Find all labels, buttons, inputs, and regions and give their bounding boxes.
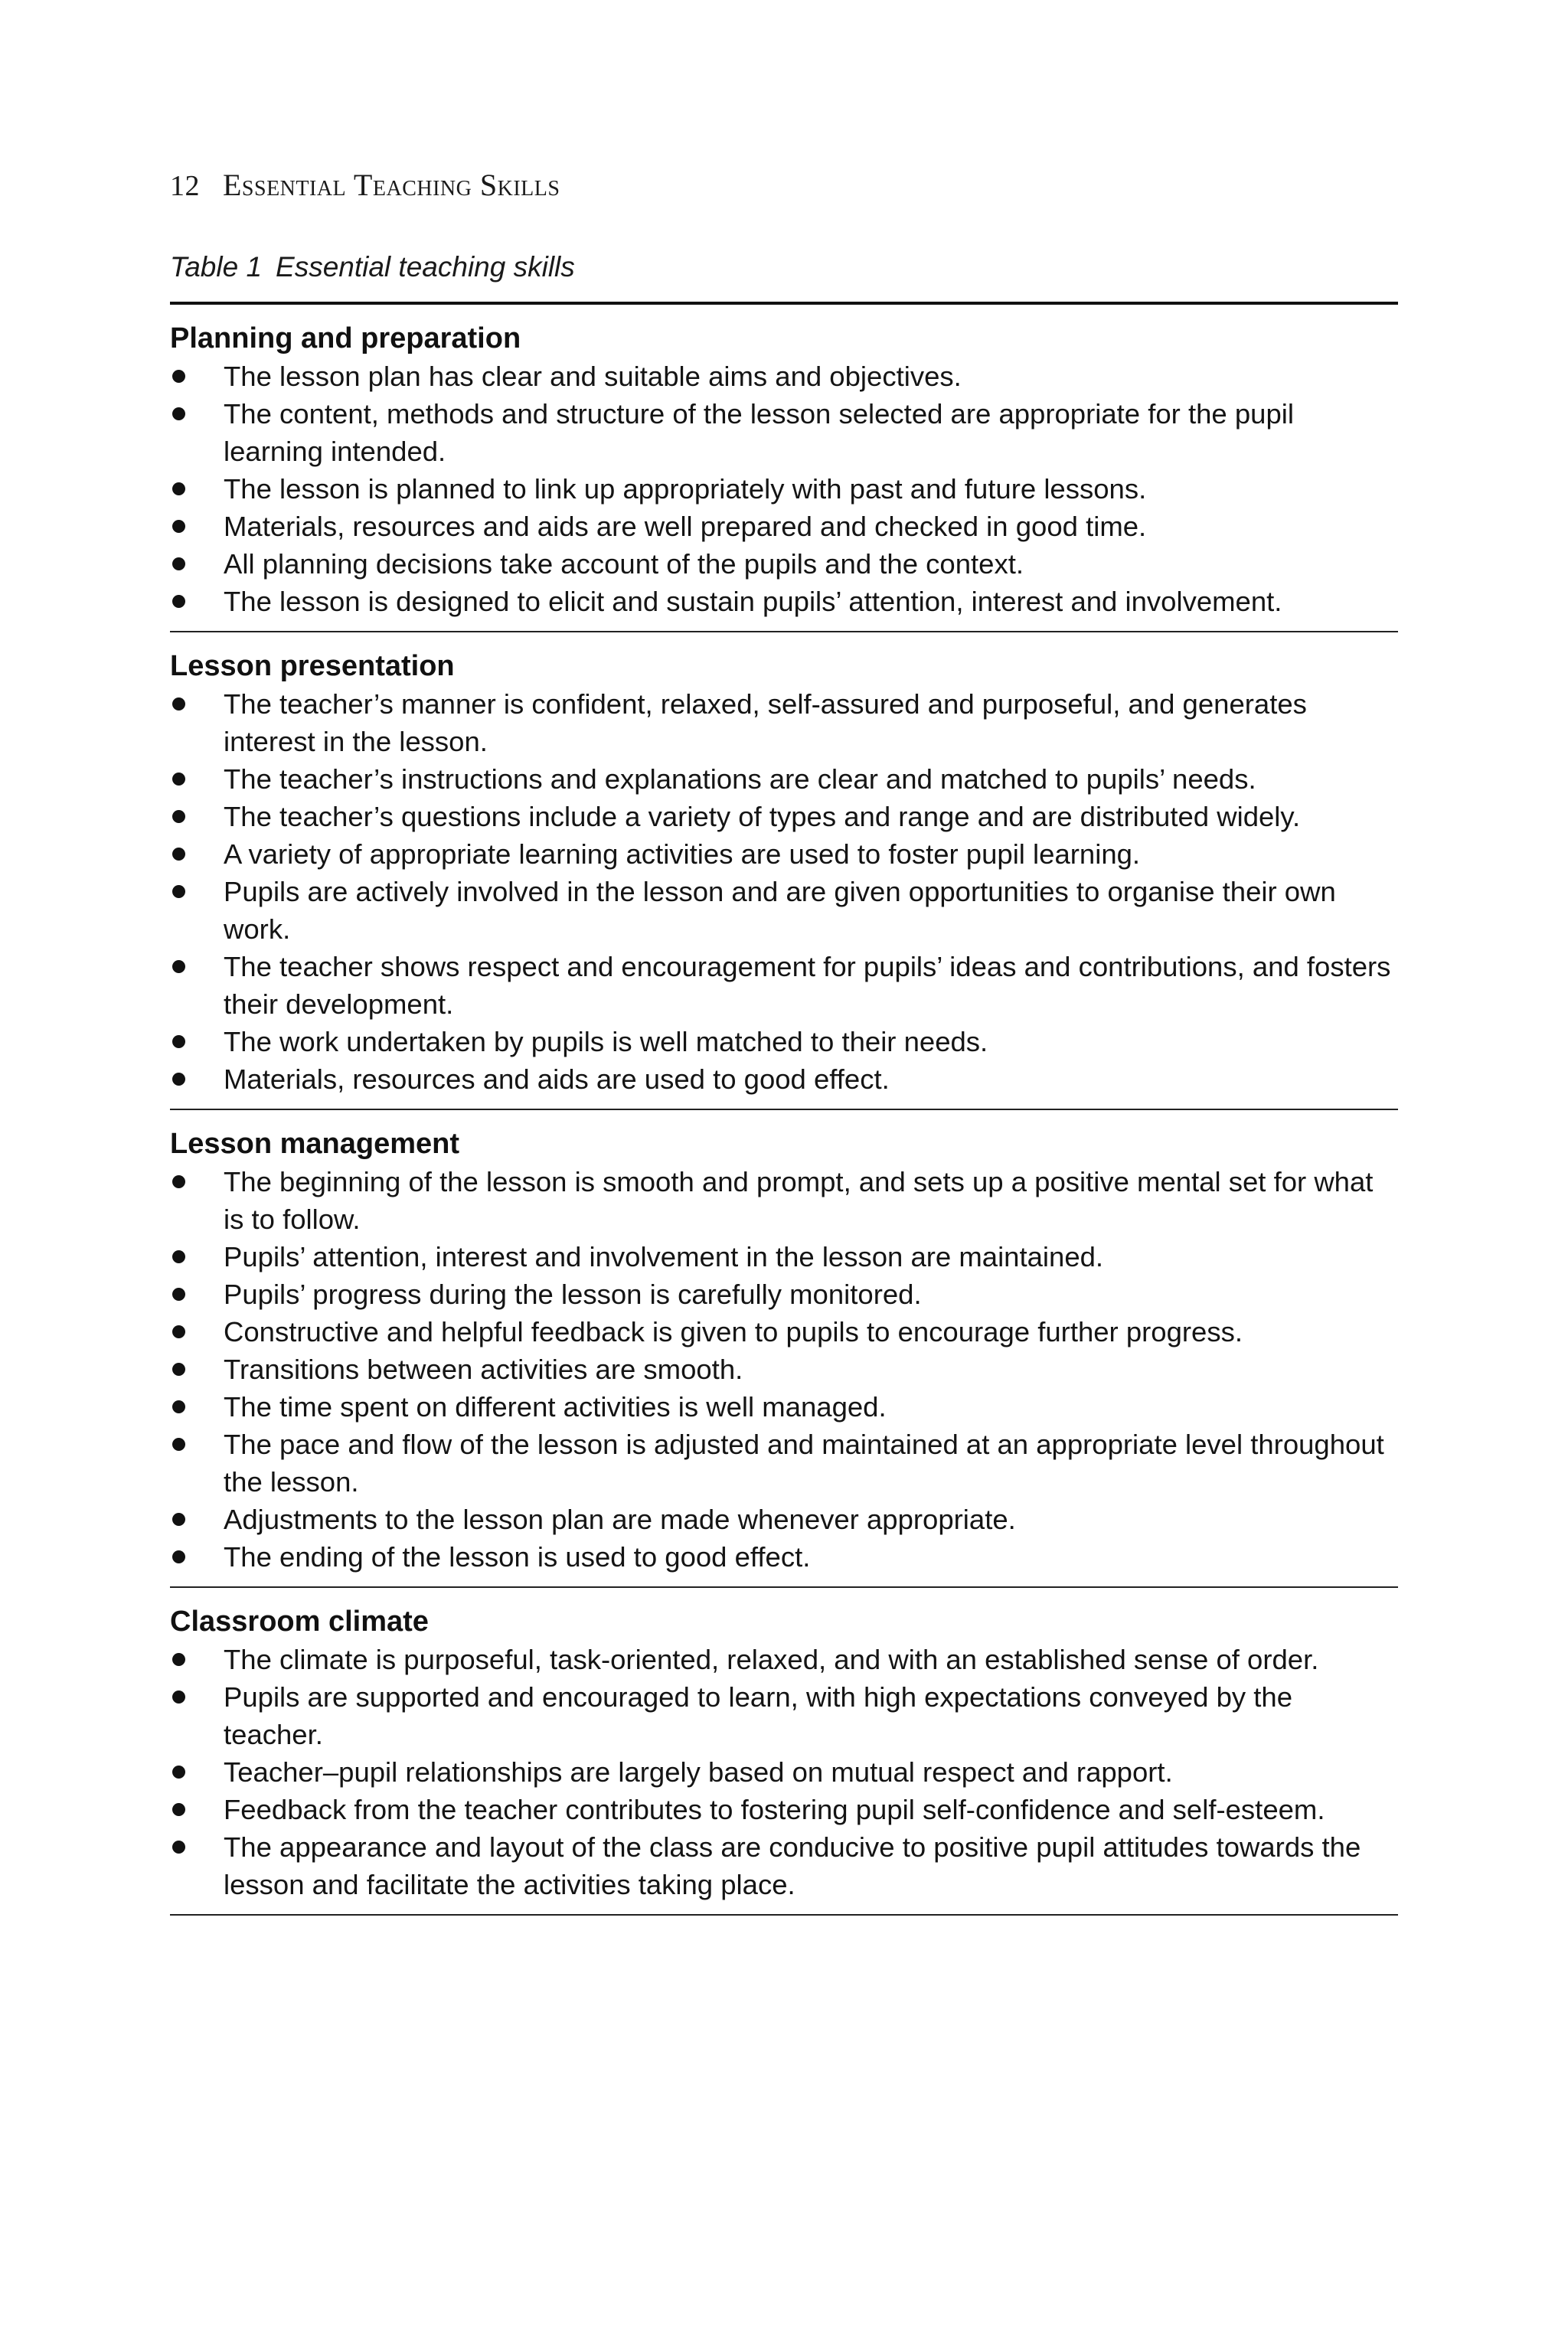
list-item <box>170 948 1398 1023</box>
bullet-icon <box>172 1073 185 1086</box>
bullet-icon <box>172 1035 185 1048</box>
bullet-icon <box>172 520 185 533</box>
bullet-icon <box>172 1766 185 1779</box>
bullet-icon <box>172 595 185 608</box>
table-caption <box>170 253 575 281</box>
section-title: Lesson presentation <box>170 650 455 682</box>
list-item <box>170 835 1398 873</box>
list-item <box>170 583 1398 620</box>
bullet-icon <box>172 1653 185 1666</box>
bullet-icon <box>172 1690 185 1704</box>
bullet-list <box>170 1641 1398 1903</box>
bullet-icon <box>172 960 185 973</box>
section-title: Planning and preparation <box>170 322 521 354</box>
list-item <box>170 508 1398 545</box>
bullet-icon <box>172 1803 185 1816</box>
list-item <box>170 798 1398 835</box>
bullet-icon <box>172 1513 185 1526</box>
list-item <box>170 1276 1398 1313</box>
list-item <box>170 760 1398 798</box>
skills-table <box>170 302 1398 1916</box>
list-item-text: A variety of appropriate learning activities are used to foster pupil learning. <box>224 838 1141 870</box>
bullet-icon <box>172 1363 185 1376</box>
list-item-text: The climate is purposeful, task-oriented, relaxed, and with an established sense of order. <box>224 1644 1319 1675</box>
table-section <box>170 1110 1398 1588</box>
page-number: 12 <box>170 170 200 202</box>
list-item-text: Pupils are actively involved in the lesson and are given opportunities to organise their own work. <box>224 876 1336 945</box>
list-item <box>170 1163 1398 1238</box>
bullet-icon <box>172 1325 185 1338</box>
book-title: Essential Teaching Skills <box>223 168 560 202</box>
list-item-text: The ending of the lesson is used to good effect. <box>224 1541 811 1573</box>
bullet-icon <box>172 1175 185 1188</box>
list-item <box>170 1238 1398 1276</box>
running-head <box>170 170 560 201</box>
list-item <box>170 1388 1398 1426</box>
table-title: Essential teaching skills <box>276 251 575 283</box>
list-item-text: The teacher shows respect and encouragement for pupils’ ideas and contributions, and fosters their development. <box>224 951 1391 1020</box>
list-item <box>170 1538 1398 1576</box>
bullet-icon <box>172 1841 185 1854</box>
table-section <box>170 1588 1398 1916</box>
bullet-icon <box>172 1288 185 1301</box>
list-item <box>170 1641 1398 1678</box>
bullet-icon <box>172 773 185 786</box>
list-item-text: Materials, resources and aids are well prepared and checked in good time. <box>224 511 1147 542</box>
table-section <box>170 305 1398 632</box>
bullet-icon <box>172 848 185 861</box>
list-item-text: The teacher’s instructions and explanations are clear and matched to pupils’ needs. <box>224 763 1256 795</box>
bullet-icon <box>172 1250 185 1263</box>
list-item <box>170 1501 1398 1538</box>
list-item-text: The lesson is planned to link up appropriately with past and future lessons. <box>224 473 1147 505</box>
list-item <box>170 1313 1398 1351</box>
list-item <box>170 395 1398 470</box>
list-item <box>170 1828 1398 1903</box>
list-item <box>170 1060 1398 1098</box>
list-item-text: The teacher’s manner is confident, relaxed, self-assured and purposeful, and generates interest in the lesson. <box>224 688 1307 757</box>
list-item-text: All planning decisions take account of the pupils and the context. <box>224 548 1024 580</box>
bullet-icon <box>172 1550 185 1563</box>
bullet-icon <box>172 557 185 570</box>
bullet-list <box>170 685 1398 1098</box>
section-title: Lesson management <box>170 1128 459 1160</box>
list-item <box>170 1678 1398 1753</box>
list-item-text: Pupils’ progress during the lesson is carefully monitored. <box>224 1279 922 1310</box>
list-item <box>170 685 1398 760</box>
list-item-text: Materials, resources and aids are used to good effect. <box>224 1063 890 1095</box>
list-item <box>170 1023 1398 1060</box>
section-title: Classroom climate <box>170 1606 429 1638</box>
list-item-text: The lesson plan has clear and suitable aims and objectives. <box>224 361 962 392</box>
list-item <box>170 1426 1398 1501</box>
bullet-icon <box>172 407 185 420</box>
bullet-icon <box>172 697 185 710</box>
bullet-list <box>170 358 1398 620</box>
list-item-text: Adjustments to the lesson plan are made whenever appropriate. <box>224 1504 1016 1535</box>
list-item <box>170 1791 1398 1828</box>
list-item-text: The beginning of the lesson is smooth and prompt, and sets up a positive mental set for what is to follow. <box>224 1166 1374 1235</box>
bullet-list <box>170 1163 1398 1576</box>
bullet-icon <box>172 1400 185 1413</box>
list-item-text: The work undertaken by pupils is well matched to their needs. <box>224 1026 988 1057</box>
bullet-icon <box>172 1438 185 1451</box>
list-item <box>170 545 1398 583</box>
list-item-text: The content, methods and structure of the lesson selected are appropriate for the pupil learning intended. <box>224 398 1294 467</box>
bullet-icon <box>172 810 185 823</box>
list-item <box>170 358 1398 395</box>
table-section <box>170 632 1398 1110</box>
list-item-text: The time spent on different activities is well managed. <box>224 1391 887 1423</box>
list-item <box>170 470 1398 508</box>
table-label: Table 1 <box>170 251 263 283</box>
list-item-text: The teacher’s questions include a variety of types and range and are distributed widely. <box>224 801 1301 832</box>
list-item-text: Transitions between activities are smooth. <box>224 1354 743 1385</box>
list-item-text: Pupils’ attention, interest and involvement in the lesson are maintained. <box>224 1241 1104 1272</box>
list-item <box>170 1351 1398 1388</box>
list-item-text: Pupils are supported and encouraged to learn, with high expectations conveyed by the teacher. <box>224 1681 1293 1750</box>
bullet-icon <box>172 370 185 383</box>
list-item <box>170 873 1398 948</box>
list-item-text: Feedback from the teacher contributes to fostering pupil self-confidence and self-esteem. <box>224 1794 1325 1825</box>
list-item-text: The lesson is designed to elicit and sustain pupils’ attention, interest and involvement. <box>224 586 1282 617</box>
list-item-text: Teacher–pupil relationships are largely based on mutual respect and rapport. <box>224 1756 1173 1788</box>
bullet-icon <box>172 482 185 495</box>
bullet-icon <box>172 885 185 898</box>
list-item-text: Constructive and helpful feedback is given to pupils to encourage further progress. <box>224 1316 1243 1348</box>
list-item-text: The pace and flow of the lesson is adjusted and maintained at an appropriate level throughout the lesson. <box>224 1429 1384 1498</box>
list-item <box>170 1753 1398 1791</box>
list-item-text: The appearance and layout of the class are conducive to positive pupil attitudes towards the lesson and facilitate the activities taking place. <box>224 1831 1361 1900</box>
